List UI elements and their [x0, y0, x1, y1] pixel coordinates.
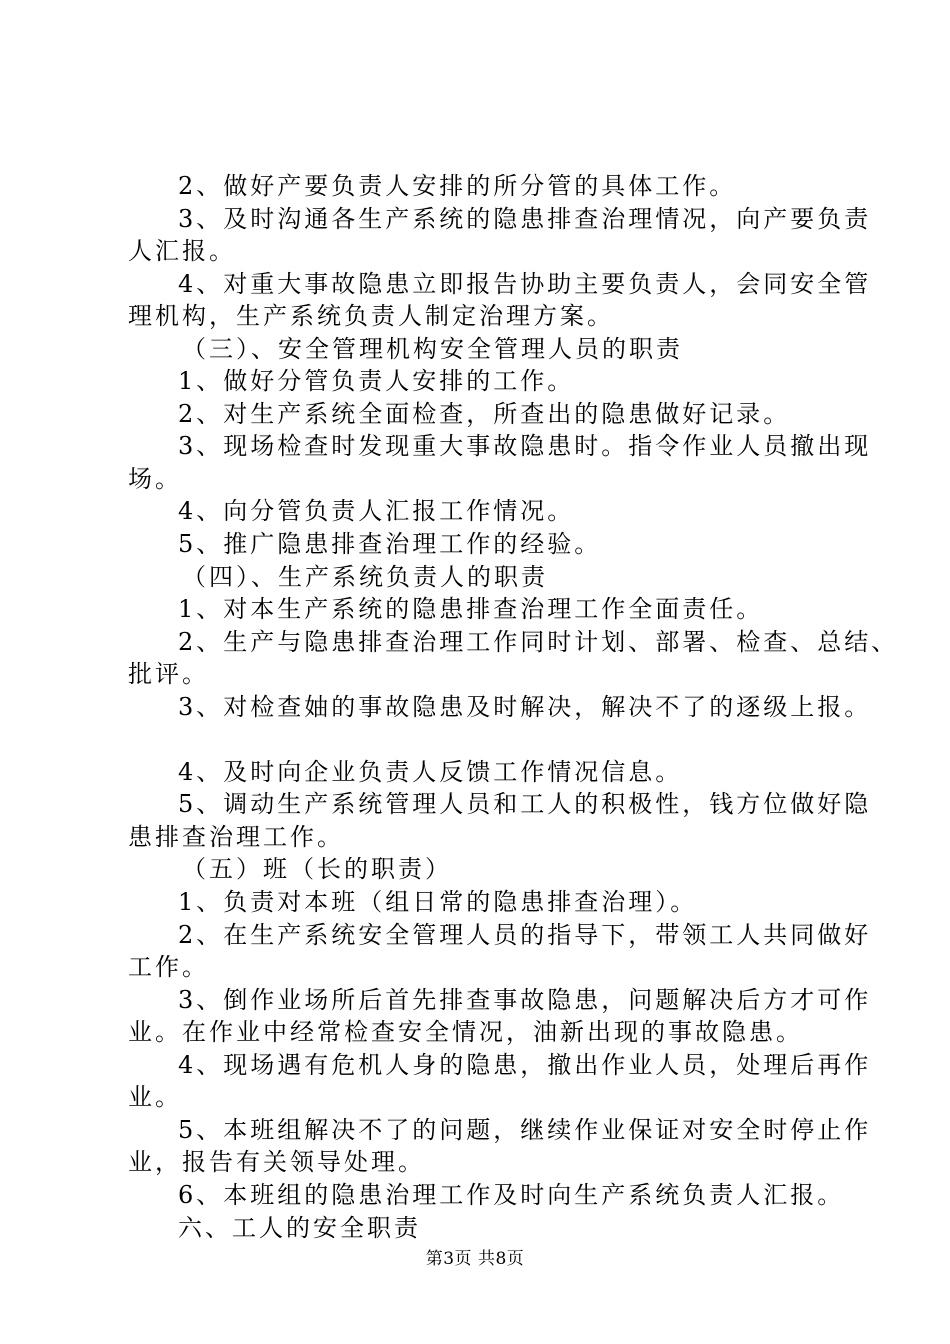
blank-line [128, 723, 863, 756]
paragraph-line: 人汇报。 [128, 237, 236, 266]
paragraph-line: 4、对重大事故隐患立即报告协助主要负责人，会同安全管 [178, 269, 872, 298]
paragraph-line: 1、做好分管负责人安排的工作。 [178, 367, 575, 396]
paragraph-line: 1、对本生产系统的隐患排查治理工作全面责任。 [178, 595, 764, 624]
paragraph-line: 场。 [128, 464, 182, 493]
paragraph-line: 5、推广隐患排查治理工作的经验。 [178, 530, 602, 559]
paragraph-line: 业，报告有关领导处理。 [128, 1148, 425, 1177]
paragraph-line: 3、倒作业场所后首先排查事故隐患，问题解决后方才可作 [178, 985, 872, 1014]
section-heading: 六、工人的安全职责 [178, 1213, 421, 1242]
paragraph-line: 批评。 [128, 660, 209, 689]
paragraph-line: 2、做好产要负责人安排的所分管的具体工作。 [178, 172, 737, 200]
page-footer: 第3页 共8页 [425, 1249, 525, 1269]
paragraph-line: 6、本班组的隐患治理工作及时向生产系统负责人汇报。 [178, 1180, 845, 1209]
paragraph-line: 2、在生产系统安全管理人员的指导下，带领工人共同做好 [178, 920, 872, 949]
paragraph-line: 2、对生产系统全面检查，所查出的隐患做好记录。 [178, 399, 791, 428]
document-body [128, 170, 899, 1244]
paragraph-line: 4、及时向企业负责人反馈工作情况信息。 [178, 757, 683, 786]
paragraph-line: 业。在作业中经常检查安全情况，油新出现的事故隐患。 [128, 1018, 803, 1047]
paragraph-line: 2、生产与隐患排查治理工作同时计划、部署、检查、总结、 [178, 627, 899, 656]
paragraph-line: 业。 [128, 1083, 182, 1112]
paragraph-line: 5、调动生产系统管理人员和工人的积极性，钱方位做好隐 [178, 790, 872, 819]
paragraph-line: 理机构，生产系统负责人制定治理方案。 [128, 302, 614, 331]
paragraph-line: 1、负责对本班（组日常的隐患排查治理）。 [178, 888, 698, 917]
section-heading: （四）、生产系统负责人的职责 [182, 562, 548, 591]
paragraph-line: 患排查治理工作。 [128, 822, 344, 851]
paragraph-line: 4、向分管负责人汇报工作情况。 [178, 497, 575, 526]
paragraph-line: 3、现场检查时发现重大事故隐患时。指令作业人员撤出现 [178, 432, 872, 461]
paragraph-line: 3、对检查妯的事故隐患及时解决，解决不了的逐级上报。 [178, 692, 872, 721]
paragraph-line: 3、及时沟通各生产系统的隐患排查治理情况，向产要负责 [178, 204, 872, 233]
section-heading: （三）、安全管理机构安全管理人员的职责 [182, 334, 683, 363]
section-heading: （五）班（长的职责） [182, 855, 452, 884]
paragraph-line: 5、本班组解决不了的问题，继续作业保证对安全时停止作 [178, 1115, 872, 1144]
paragraph-line: 4、现场遇有危机人身的隐患，撤出作业人员，处理后再作 [178, 1050, 872, 1079]
paragraph-line: 工作。 [128, 953, 209, 982]
